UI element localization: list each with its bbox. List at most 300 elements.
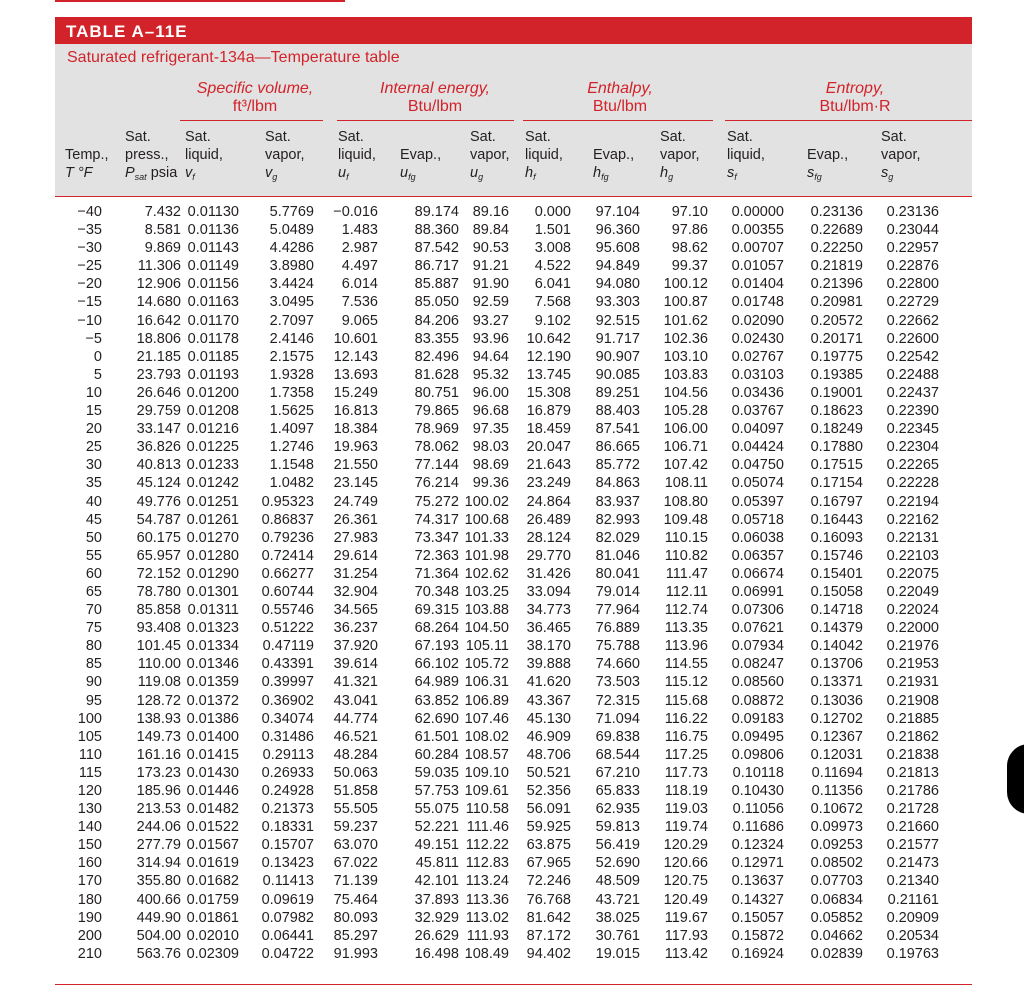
table-cell: 23.793: [136, 366, 181, 383]
table-cell: 0.06834: [810, 891, 863, 908]
table-cell: 115.68: [664, 692, 708, 709]
table-cell: 116.75: [664, 728, 708, 745]
table-row: [55, 366, 972, 384]
table-cell: 160: [77, 855, 102, 872]
table-cell: 52.690: [595, 855, 640, 872]
table-cell: 0.01170: [187, 312, 239, 329]
column-header-line2: liquid,: [338, 147, 376, 163]
table-cell: 1.1548: [269, 457, 314, 474]
table-cell: 30: [85, 457, 102, 474]
table-cell: 0.01430: [186, 764, 239, 781]
table-cell: 9.869: [144, 240, 181, 257]
table-cell: 0.22162: [886, 511, 939, 528]
table-cell: 105.11: [465, 638, 509, 655]
table-cell: 89.16: [472, 204, 509, 220]
table-cell: 5.7769: [269, 204, 314, 220]
table-cell: 0.09183: [731, 710, 784, 727]
table-cell: 0.09619: [261, 891, 314, 908]
table-cell: 86.717: [414, 258, 459, 275]
column-header: [400, 128, 441, 186]
table-cell: 0.24928: [261, 783, 314, 799]
table-cell: 10.642: [526, 330, 571, 347]
table-cell: 31.254: [333, 565, 378, 582]
table-cell: 0.16797: [810, 493, 863, 510]
table-cell: 63.070: [333, 837, 378, 854]
group-rule: [180, 120, 323, 121]
table-cell: 60.284: [414, 746, 459, 763]
table-row: [55, 474, 972, 492]
table-cell: 93.96: [472, 330, 509, 347]
table-row: [55, 764, 972, 782]
table-cell: 0.22957: [886, 240, 939, 257]
table-cell: 26.646: [136, 384, 181, 401]
table-cell: 0.01359: [186, 674, 239, 691]
table-cell: 98.03: [472, 439, 509, 456]
table-cell: 0.95323: [261, 493, 314, 510]
table-cell: 103.10: [663, 348, 708, 365]
table-cell: 0.21473: [886, 855, 939, 872]
group-specific-volume: [175, 80, 335, 116]
column-header-line2: liquid,: [727, 147, 765, 163]
table-cell: 3.8980: [269, 258, 314, 275]
table-cell: 112.74: [664, 602, 708, 619]
table-cell: 314.94: [136, 855, 181, 872]
table-cell: 0.13706: [810, 656, 863, 673]
column-header-line2: vapor,: [881, 147, 921, 163]
column-header-line2: Evap.,: [807, 147, 849, 163]
table-cell: 73.347: [414, 529, 459, 546]
column-header: [525, 128, 563, 186]
table-cell: 21.185: [136, 348, 181, 365]
table-cell: 104.50: [464, 620, 509, 637]
table-cell: 43.721: [595, 891, 640, 908]
table-cell: 0.22600: [886, 330, 939, 347]
table-cell: 56.419: [595, 837, 640, 854]
table-cell: 0.10672: [810, 801, 863, 818]
table-cell: 0.14379: [810, 620, 863, 637]
table-cell: 1.501: [534, 222, 571, 239]
table-cell: 68.264: [414, 620, 459, 637]
table-cell: 96.00: [472, 384, 509, 401]
table-cell: 91.993: [333, 945, 378, 962]
table-cell: 0.00355: [731, 222, 784, 239]
table-cell: 0.01143: [187, 240, 239, 257]
column-header-line1: Sat.: [338, 129, 364, 145]
table-cell: 110.15: [664, 529, 708, 546]
table-cell: 0.18623: [810, 403, 863, 420]
table-cell: 101.33: [464, 529, 509, 546]
table-cell: 66.102: [414, 656, 459, 673]
table-cell: 112.11: [665, 583, 708, 600]
table-cell: 42.101: [414, 873, 459, 890]
table-cell: 0.21396: [810, 276, 863, 293]
table-cell: 120.66: [663, 855, 708, 872]
table-cell: 3.0495: [269, 294, 314, 311]
table-cell: 93.408: [136, 620, 181, 637]
table-cell: 12.906: [136, 276, 181, 293]
table-cell: 0.01156: [187, 276, 239, 293]
table-cell: 210: [77, 945, 102, 962]
table-cell: 67.022: [333, 855, 378, 872]
table-cell: 0.10118: [732, 764, 784, 781]
table-cell: 0.01311: [187, 602, 239, 619]
table-cell: 0.01400: [186, 728, 239, 745]
table-cell: 20: [85, 421, 102, 438]
table-row: [55, 836, 972, 854]
table-row: [55, 927, 972, 945]
table-cell: 0.15057: [731, 909, 784, 926]
table-cell: 101.62: [663, 312, 708, 329]
table-cell: 43.041: [333, 692, 378, 709]
table-cell: 72.315: [595, 692, 640, 709]
table-cell: 62.690: [414, 710, 459, 727]
table-cell: 110.00: [137, 656, 181, 673]
table-cell: 0.01446: [186, 783, 239, 799]
table-cell: 0.18331: [261, 819, 314, 836]
table-cell: 0.22437: [886, 384, 939, 401]
table-row: [55, 872, 972, 890]
table-cell: 19.963: [333, 439, 378, 456]
table-cell: 50.521: [526, 764, 571, 781]
table-row: [55, 420, 972, 438]
table-cell: 0.20534: [886, 927, 939, 944]
table-row: [55, 293, 972, 311]
table-cell: 119.67: [664, 909, 708, 926]
group-unit: ft³/lbm: [232, 98, 278, 115]
table-cell: 119.08: [137, 674, 181, 691]
table-cell: 49.776: [136, 493, 181, 510]
table-cell: 0.22800: [886, 276, 939, 293]
table-cell: 0.07982: [261, 909, 314, 926]
table-cell: 115: [78, 764, 102, 781]
bottom-rule: [55, 984, 972, 985]
table-cell: 89.84: [472, 222, 509, 239]
table-cell: 74.317: [414, 511, 459, 528]
table-cell: 213.53: [136, 801, 181, 818]
table-cell: 0.06441: [261, 927, 314, 944]
table-cell: 0.12324: [731, 837, 784, 854]
table-cell: 0.21728: [886, 801, 939, 818]
table-cell: 72.152: [136, 565, 181, 582]
table-cell: 89.251: [595, 384, 640, 401]
table-cell: 0.01233: [186, 457, 239, 474]
table-cell: 563.76: [136, 945, 181, 962]
table-cell: 107.42: [663, 457, 708, 474]
table-cell: 0.47119: [262, 638, 314, 655]
table-cell: 0.05852: [810, 909, 863, 926]
table-cell: 54.787: [136, 511, 181, 528]
table-cell: 15.308: [526, 384, 571, 401]
table-cell: 0.22488: [886, 366, 939, 383]
column-header: [185, 128, 223, 186]
table-cell: 0.21373: [261, 801, 314, 818]
table-cell: 0.19385: [810, 366, 863, 383]
table-cell: 200: [77, 927, 102, 944]
table-cell: 65.957: [136, 547, 181, 564]
table-cell: 4.4286: [269, 240, 314, 257]
table-cell: 0.01386: [186, 710, 239, 727]
table-cell: 113.35: [664, 620, 708, 637]
table-row: [55, 583, 972, 601]
table-cell: 117.93: [664, 927, 708, 944]
column-header: [470, 128, 510, 186]
data-rows: [55, 203, 972, 963]
table-cell: 91.90: [472, 276, 509, 293]
table-cell: 32.929: [414, 909, 459, 926]
table-cell: 4.522: [534, 258, 571, 275]
table-cell: 103.25: [464, 583, 509, 600]
table-cell: 101.98: [464, 547, 509, 564]
table-cell: 106.00: [663, 421, 708, 438]
table-cell: 45.124: [136, 475, 181, 492]
table-cell: 45: [85, 511, 102, 528]
table-cell: 46.909: [526, 728, 571, 745]
column-symbol: $h_g$: [660, 165, 674, 182]
column-header: [807, 128, 848, 186]
table-cell: 108.11: [664, 475, 708, 492]
column-header: [660, 128, 700, 186]
table-cell: 95: [85, 692, 102, 709]
table-cell: 0.04750: [731, 457, 784, 474]
table-cell: 18.459: [526, 421, 571, 438]
table-cell: −30: [77, 240, 102, 257]
table-cell: 109.48: [663, 511, 708, 528]
table-cell: 0.23044: [886, 222, 939, 239]
column-header-line2: Evap.,: [593, 147, 635, 163]
table-cell: 0.01251: [186, 493, 239, 510]
table-cell: 0.22131: [886, 529, 939, 546]
table-cell: 0.01522: [186, 819, 239, 836]
page-edge-tab: [1007, 744, 1024, 814]
group-unit: Btu/lbm: [407, 98, 463, 115]
table-cell: 1.4097: [269, 421, 314, 438]
table-cell: −40: [77, 204, 102, 220]
table-caption: Saturated refrigerant-134a—Temperature table: [55, 44, 972, 72]
table-cell: 7.568: [534, 294, 571, 311]
table-cell: 0.01404: [731, 276, 784, 293]
table-cell: 0.07934: [731, 638, 784, 655]
table-cell: 77.964: [595, 602, 640, 619]
table-cell: 90.085: [595, 366, 640, 383]
table-cell: 355.80: [136, 873, 181, 890]
table-row: [55, 257, 972, 275]
table-cell: 15.249: [333, 384, 378, 401]
table-cell: 0.22662: [886, 312, 939, 329]
group-entropy: [755, 80, 955, 116]
column-header-line2: liquid,: [525, 147, 563, 163]
table-cell: −5: [85, 330, 102, 347]
table-cell: 4.497: [341, 258, 378, 275]
table-cell: 0.17154: [810, 475, 863, 492]
table-row: [55, 330, 972, 348]
table-cell: 5: [93, 366, 102, 383]
table-cell: 33.094: [526, 583, 571, 600]
table-cell: 108.57: [464, 746, 509, 763]
table-row: [55, 312, 972, 330]
table-cell: 111.46: [466, 819, 509, 836]
table-cell: 1.2746: [269, 439, 314, 456]
table-cell: 0.21976: [886, 638, 939, 655]
table-cell: 128.72: [136, 692, 181, 709]
table-cell: 0.21931: [886, 674, 939, 691]
column-header: [338, 128, 376, 186]
table-cell: 96.360: [595, 222, 640, 239]
table-cell: 0.22228: [886, 475, 939, 492]
table-row: [55, 655, 972, 673]
table-row: [55, 384, 972, 402]
table-cell: 0.06674: [731, 565, 784, 582]
table-cell: 108.49: [464, 945, 509, 962]
column-header-line2: Evap.,: [400, 147, 442, 163]
table-cell: −10: [77, 312, 102, 329]
table-cell: 37.893: [414, 891, 459, 908]
table-cell: 0.20572: [810, 312, 863, 329]
table-cell: 36.826: [136, 439, 181, 456]
table-cell: 0.01334: [186, 638, 239, 655]
table-cell: 115.12: [664, 674, 708, 691]
column-header-line1: [593, 128, 634, 146]
table-cell: 68.544: [595, 746, 640, 763]
table-cell: 1.5625: [269, 403, 314, 420]
table-cell: 0.01261: [186, 511, 239, 528]
table-cell: 119.03: [664, 801, 708, 818]
table-cell: 45.130: [526, 710, 571, 727]
table-cell: 0.15401: [810, 565, 863, 582]
column-header-line2: vapor,: [470, 147, 510, 163]
table-cell: 93.303: [595, 294, 640, 311]
table-cell: 99.36: [472, 475, 509, 492]
table-cell: 90.907: [595, 348, 640, 365]
table-cell: 44.774: [333, 710, 378, 727]
table-cell: 81.628: [414, 366, 459, 383]
table-cell: 104.56: [663, 384, 708, 401]
table-cell: 0.01301: [186, 583, 239, 600]
table-cell: 12.143: [333, 348, 378, 365]
group-name: Internal energy,: [380, 80, 490, 97]
table-cell: 85.297: [333, 927, 378, 944]
table-cell: 90: [85, 674, 102, 691]
table-cell: 0.21161: [887, 891, 939, 908]
table-cell: 59.925: [526, 819, 571, 836]
table-cell: 30.761: [595, 927, 640, 944]
table-cell: 75.464: [333, 891, 378, 908]
table-cell: 100.87: [663, 294, 708, 311]
table-cell: 41.321: [333, 674, 378, 691]
table-cell: 0.22075: [886, 565, 939, 582]
table-cell: 83.937: [595, 493, 640, 510]
table-cell: 69.838: [595, 728, 640, 745]
table-cell: 119.74: [664, 819, 708, 836]
table-cell: 0.23136: [810, 204, 863, 220]
table-cell: 23.249: [526, 475, 571, 492]
table-cell: 50.063: [333, 764, 378, 781]
table-cell: 0.01185: [187, 348, 239, 365]
table-cell: 0.01136: [187, 222, 239, 239]
table-cell: 0.02010: [186, 927, 239, 944]
table-cell: 185.96: [136, 783, 181, 799]
table-cell: 3.008: [534, 240, 571, 257]
table-cell: 49.151: [414, 837, 459, 854]
column-header: [727, 128, 765, 186]
table-cell: 83.355: [414, 330, 459, 347]
table-cell: 0.22304: [886, 439, 939, 456]
table-cell: 18.806: [136, 330, 181, 347]
column-header-area: [55, 72, 972, 197]
table-cell: 9.065: [341, 312, 378, 329]
table-cell: 0.21577: [886, 837, 939, 854]
table-row: [55, 203, 972, 221]
table-cell: 73.503: [595, 674, 640, 691]
table-cell: 0.34074: [261, 710, 314, 727]
table-cell: 0.11413: [262, 873, 314, 890]
group-rule: [523, 120, 713, 121]
table-cell: 0.04097: [731, 421, 784, 438]
table-cell: 0.08872: [731, 692, 784, 709]
table-cell: 113.42: [664, 945, 708, 962]
table-cell: 0.21819: [810, 258, 863, 275]
table-cell: 0.12367: [810, 728, 863, 745]
column-header: [65, 128, 109, 182]
table-cell: 9.102: [534, 312, 571, 329]
table-cell: 52.356: [526, 783, 571, 799]
table-cell: 0.06038: [731, 529, 784, 546]
column-symbol: $P_{sat}$ psia: [125, 165, 178, 182]
table-cell: 75.788: [595, 638, 640, 655]
table-cell: 0.01225: [186, 439, 239, 456]
table-cell: 71.139: [333, 873, 378, 890]
table-cell: 93.27: [472, 312, 509, 329]
table-cell: 100: [77, 710, 102, 727]
column-header-line1: Sat.: [727, 129, 753, 145]
table-cell: 0.66277: [261, 565, 314, 582]
table-cell: 0.07621: [731, 620, 784, 637]
table-cell: 0.22000: [886, 620, 939, 637]
table-cell: 0.19763: [886, 945, 939, 962]
table-cell: 0.01193: [187, 366, 239, 383]
table-cell: 0.15058: [810, 583, 863, 600]
table-cell: 80.751: [414, 384, 459, 401]
column-header: [881, 128, 921, 186]
table-cell: 69.315: [414, 602, 459, 619]
table-cell: 97.35: [472, 421, 509, 438]
table-cell: 0.01482: [186, 801, 239, 818]
table-cell: 113.36: [465, 891, 509, 908]
table-cell: 64.989: [414, 674, 459, 691]
table-cell: 76.768: [526, 891, 571, 908]
table-body: [55, 197, 972, 985]
table-cell: 45.811: [415, 855, 459, 872]
table-cell: 105: [77, 728, 102, 745]
column-header: [593, 128, 634, 186]
table-cell: 0.02309: [186, 945, 239, 962]
table-cell: 48.284: [333, 746, 378, 763]
table-cell: 0.22542: [886, 348, 939, 365]
table-cell: 24.864: [526, 493, 571, 510]
table-cell: 55: [85, 547, 102, 564]
table-cell: 0.01323: [186, 620, 239, 637]
table-cell: 0.07306: [731, 602, 784, 619]
table-cell: 37.920: [333, 638, 378, 655]
table-cell: 161.16: [136, 746, 181, 763]
table-cell: 0.12971: [731, 855, 784, 872]
table-cell: 35: [85, 475, 102, 492]
table-cell: 12.190: [526, 348, 571, 365]
table-cell: 105.72: [464, 656, 509, 673]
table-cell: 99.37: [671, 258, 708, 275]
table-cell: 0.23136: [886, 204, 939, 220]
table-cell: 62.935: [595, 801, 640, 818]
table-cell: 25: [85, 439, 102, 456]
